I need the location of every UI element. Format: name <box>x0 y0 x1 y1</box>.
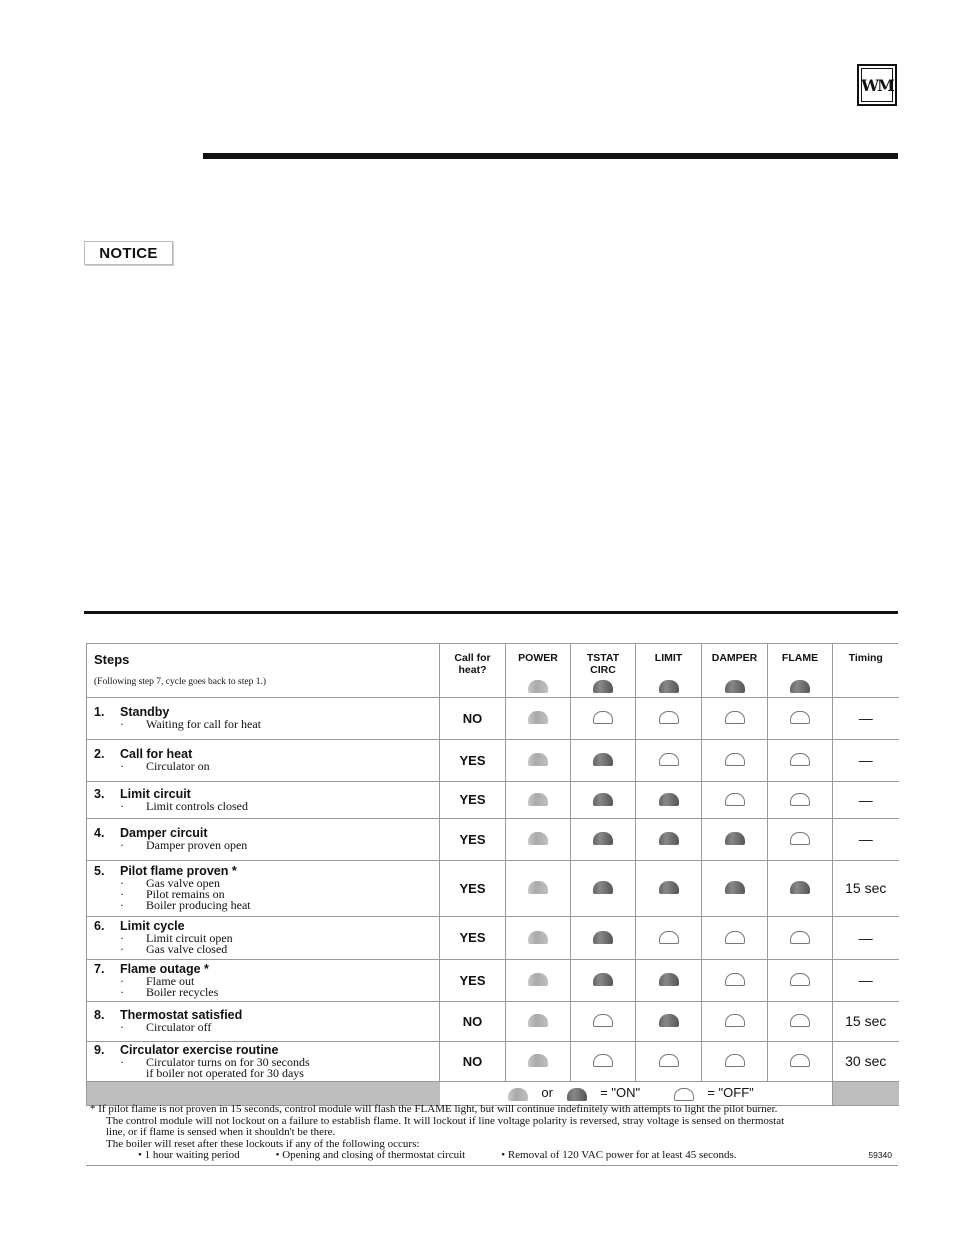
step-number: 9. <box>94 1042 105 1057</box>
power-on-indicator-icon <box>528 753 548 766</box>
damper-off-indicator-icon <box>725 931 745 944</box>
damper-indicator-icon <box>725 680 745 693</box>
step-number: 7. <box>94 961 105 976</box>
flame-cell <box>768 781 833 818</box>
step-detail-text: Circulator off <box>146 1020 212 1034</box>
flame-cell <box>768 959 833 1001</box>
legend-filler-left <box>87 1081 440 1105</box>
footnote-bullet-3: • Removal of 120 VAC power for at least 45 seconds. <box>501 1149 737 1161</box>
sequence-grid <box>86 644 899 1106</box>
timing-header <box>833 644 899 697</box>
step-detail-text: Gas valve closed <box>146 942 228 956</box>
legend-on-text: = "ON" <box>600 1085 641 1101</box>
step-row <box>87 697 899 739</box>
tstat-on-indicator-icon <box>593 793 613 806</box>
step-title-text: Thermostat satisfied <box>120 1008 243 1022</box>
top-rule <box>203 153 898 159</box>
flame-off-indicator-icon <box>790 973 810 986</box>
tstat-on-indicator-icon <box>593 973 613 986</box>
limit-cell <box>636 916 702 959</box>
step-row <box>87 739 899 781</box>
step-cell <box>87 1041 440 1081</box>
step-row <box>87 1001 899 1041</box>
step-detail: · Boiler producing heat <box>120 898 251 912</box>
step-title-text: Damper circuit <box>120 826 208 840</box>
timing-value: — <box>833 697 899 739</box>
flame-cell <box>768 739 833 781</box>
step-detail-text: Circulator on <box>146 759 210 773</box>
step-detail: · Circulator turns on for 30 seconds <box>120 1054 310 1069</box>
call-for-heat-value: YES <box>440 818 506 860</box>
call-header-label: Call for heat? <box>454 652 491 676</box>
flame-indicator-icon <box>790 680 810 693</box>
step-title-text: Pilot flame proven * <box>120 864 237 878</box>
power-indicator-icon <box>528 680 548 693</box>
damper-on-indicator-icon <box>725 881 745 894</box>
step-title-text: Circulator exercise routine <box>120 1042 279 1057</box>
step-cell <box>87 697 440 739</box>
tstat-off-indicator-icon <box>593 711 613 724</box>
step-number: 8. <box>94 1008 105 1022</box>
limit-on-indicator-icon <box>659 881 679 894</box>
step-detail: · Circulator off <box>120 1020 212 1034</box>
figure-code: 59340 <box>868 1150 892 1160</box>
limit-cell <box>636 739 702 781</box>
step-rows <box>87 697 899 1081</box>
limit-on-indicator-icon <box>659 973 679 986</box>
flame-cell <box>768 697 833 739</box>
step-row <box>87 781 899 818</box>
damper-off-indicator-icon <box>725 1054 745 1067</box>
footnote <box>90 1104 896 1162</box>
limit-header <box>636 644 702 697</box>
steps-title: Steps <box>94 652 130 667</box>
power-cell <box>506 959 571 1001</box>
legend-row <box>87 1081 899 1105</box>
footnote-line-1: * If pilot flame is not proven in 15 seconds, control module will flash the FLAME light, but will continue indefinitely with attempts to light the pilot burner. <box>90 1103 778 1115</box>
damper-off-indicator-icon <box>725 753 745 766</box>
step-title-text: Call for heat <box>120 747 193 761</box>
timing-value: 15 sec <box>833 860 899 916</box>
damper-off-indicator-icon <box>725 1014 745 1027</box>
tstat-header <box>571 644 636 697</box>
power-header <box>506 644 571 697</box>
tstat-header-label: TSTAT <box>586 652 620 664</box>
power-cell <box>506 697 571 739</box>
step-cell <box>87 959 440 1001</box>
step-number: 5. <box>94 864 105 878</box>
flame-header <box>768 644 833 697</box>
limit-cell <box>636 1041 702 1081</box>
notice-label: NOTICE <box>84 241 173 265</box>
step-detail: · Boiler recycles <box>120 984 219 999</box>
damper-cell <box>702 739 768 781</box>
limit-on-indicator-icon <box>659 1014 679 1027</box>
timing-value: — <box>833 916 899 959</box>
flame-off-indicator-icon <box>790 832 810 845</box>
power-on-indicator-icon <box>528 1014 548 1027</box>
power-cell <box>506 916 571 959</box>
power-cell <box>506 1001 571 1041</box>
power-on-indicator-icon <box>528 793 548 806</box>
limit-on-indicator-icon <box>659 793 679 806</box>
flame-off-indicator-icon <box>790 711 810 724</box>
step-number: 4. <box>94 826 105 840</box>
legend-filler-right <box>833 1081 899 1105</box>
call-header <box>440 644 506 697</box>
timing-value: — <box>833 781 899 818</box>
limit-off-indicator-icon <box>659 711 679 724</box>
timing-value: — <box>833 818 899 860</box>
step-row <box>87 860 899 916</box>
call-for-heat-value: YES <box>440 860 506 916</box>
limit-off-indicator-icon <box>659 931 679 944</box>
limit-cell <box>636 781 702 818</box>
damper-cell <box>702 1041 768 1081</box>
damper-cell <box>702 916 768 959</box>
timing-value: 30 sec <box>833 1041 899 1081</box>
damper-off-indicator-icon <box>725 711 745 724</box>
step-row <box>87 1041 899 1081</box>
limit-indicator-icon <box>659 680 679 693</box>
flame-cell <box>768 1001 833 1041</box>
flame-on-indicator-icon <box>790 881 810 894</box>
legend-on-bulb-icon <box>567 1088 587 1101</box>
limit-off-indicator-icon <box>659 753 679 766</box>
power-on-indicator-icon <box>528 832 548 845</box>
power-on-indicator-icon <box>528 711 548 724</box>
damper-on-indicator-icon <box>725 832 745 845</box>
step-detail-text: Limit controls closed <box>146 798 248 813</box>
step-row <box>87 916 899 959</box>
step-detail-text: Waiting for call for heat <box>146 717 261 731</box>
tstat-cell <box>571 1001 636 1041</box>
power-cell <box>506 781 571 818</box>
weil-mclain-logo <box>857 64 897 106</box>
step-detail-text: Boiler recycles <box>146 984 219 999</box>
damper-header <box>702 644 768 697</box>
call-for-heat-value: NO <box>440 1001 506 1041</box>
tstat-cell <box>571 959 636 1001</box>
tstat-indicator-icon <box>593 680 613 693</box>
call-for-heat-value: NO <box>440 1041 506 1081</box>
tstat-on-indicator-icon <box>593 931 613 944</box>
legend-dim-bulb-icon <box>508 1088 528 1101</box>
footnote-line-2: The control module will not lockout on a failure to establish flame. It will lockout if line voltage polarity is reversed, stray voltage is sensed on thermostat <box>106 1114 785 1127</box>
call-for-heat-value: YES <box>440 739 506 781</box>
power-on-indicator-icon <box>528 973 548 986</box>
step-title-text: Limit cycle <box>120 919 185 933</box>
step-detail-text: Pilot remains on <box>146 887 225 901</box>
step-detail: · Waiting for call for heat <box>120 717 261 731</box>
step-row <box>87 818 899 860</box>
footnote-bullet-1: • 1 hour waiting period <box>138 1149 240 1161</box>
header-row <box>87 644 899 697</box>
legend <box>440 1081 833 1105</box>
flame-off-indicator-icon <box>790 1054 810 1067</box>
tstat-cell <box>571 697 636 739</box>
step-detail-text: Gas valve open <box>146 876 220 890</box>
tstat-cell <box>571 818 636 860</box>
step-cell <box>87 1001 440 1041</box>
step-title-text: Limit circuit <box>120 786 191 801</box>
limit-cell <box>636 1001 702 1041</box>
flame-cell <box>768 860 833 916</box>
step-number: 1. <box>94 705 105 719</box>
step-detail: · Circulator on <box>120 759 210 773</box>
power-on-indicator-icon <box>528 1054 548 1067</box>
call-for-heat-value: NO <box>440 697 506 739</box>
step-detail-text: Circulator turns on for 30 seconds <box>146 1054 310 1069</box>
step-cell <box>87 781 440 818</box>
steps-header <box>87 644 440 697</box>
step-detail: · Gas valve open <box>120 876 220 890</box>
step-title-text: Standby <box>120 705 170 719</box>
tstat-off-indicator-icon <box>593 1054 613 1067</box>
flame-cell <box>768 916 833 959</box>
tstat-cell <box>571 860 636 916</box>
legend-off-bulb-icon <box>674 1088 694 1101</box>
timing-value: 15 sec <box>833 1001 899 1041</box>
tstat-cell <box>571 739 636 781</box>
step-detail: · Damper proven open <box>120 838 248 852</box>
step-detail: · Pilot remains on <box>120 887 225 901</box>
table-bottom-rule <box>86 1165 898 1166</box>
step-cell <box>87 739 440 781</box>
flame-off-indicator-icon <box>790 793 810 806</box>
limit-cell <box>636 860 702 916</box>
flame-cell <box>768 818 833 860</box>
damper-header-label: DAMPER <box>711 652 758 664</box>
power-header-label: POWER <box>518 652 558 664</box>
legend-off-text: = "OFF" <box>707 1085 754 1101</box>
step-detail-cont: if boiler not operated for 30 days <box>146 1065 304 1080</box>
step-cell <box>87 818 440 860</box>
damper-cell <box>702 860 768 916</box>
tstat-on-indicator-icon <box>593 881 613 894</box>
tstat-cell <box>571 781 636 818</box>
step-detail-text: Limit circuit open <box>146 931 233 945</box>
step-number: 3. <box>94 786 105 801</box>
step-detail-text: Damper proven open <box>146 838 248 852</box>
steps-subtitle: (Following step 7, cycle goes back to step 1.) <box>94 677 267 687</box>
limit-off-indicator-icon <box>659 1054 679 1067</box>
step-detail: · Limit controls closed <box>120 798 248 813</box>
step-detail-text: Flame out <box>146 973 195 988</box>
footnote-bullets <box>90 1150 896 1162</box>
footnote-line-3: line, or if flame is sensed when it shouldn't be there. <box>106 1126 336 1138</box>
step-cell <box>87 860 440 916</box>
limit-cell <box>636 697 702 739</box>
step-number: 2. <box>94 747 105 761</box>
damper-off-indicator-icon <box>725 793 745 806</box>
circ-header-label: CIRC <box>590 664 616 676</box>
step-detail-text: Boiler producing heat <box>146 898 251 912</box>
footnote-line-4: The boiler will reset after these lockouts if any of the following occurs: <box>106 1137 420 1150</box>
step-number: 6. <box>94 919 105 933</box>
logo-mark: WM <box>861 68 893 102</box>
tstat-cell <box>571 916 636 959</box>
legend-or: or <box>541 1085 553 1101</box>
tstat-off-indicator-icon <box>593 1014 613 1027</box>
power-on-indicator-icon <box>528 881 548 894</box>
footnote-bullet-2: • Opening and closing of thermostat circuit <box>275 1149 466 1161</box>
power-cell <box>506 1041 571 1081</box>
damper-cell <box>702 1001 768 1041</box>
limit-on-indicator-icon <box>659 832 679 845</box>
step-row <box>87 959 899 1001</box>
step-cell <box>87 916 440 959</box>
timing-value: — <box>833 739 899 781</box>
damper-cell <box>702 818 768 860</box>
damper-cell <box>702 697 768 739</box>
limit-cell <box>636 818 702 860</box>
tstat-on-indicator-icon <box>593 753 613 766</box>
flame-cell <box>768 1041 833 1081</box>
damper-off-indicator-icon <box>725 973 745 986</box>
tstat-on-indicator-icon <box>593 832 613 845</box>
timing-header-label: Timing <box>848 652 883 664</box>
step-title-text: Flame outage * <box>120 961 209 976</box>
sequence-table <box>86 643 898 1166</box>
limit-header-label: LIMIT <box>654 652 683 664</box>
power-cell <box>506 739 571 781</box>
power-cell <box>506 818 571 860</box>
damper-cell <box>702 781 768 818</box>
flame-off-indicator-icon <box>790 931 810 944</box>
power-on-indicator-icon <box>528 931 548 944</box>
step-detail: · Flame out <box>120 973 195 988</box>
flame-off-indicator-icon <box>790 753 810 766</box>
flame-header-label: FLAME <box>781 652 819 664</box>
step-detail: · Gas valve closed <box>120 942 228 956</box>
timing-value: — <box>833 959 899 1001</box>
step-detail: · Limit circuit open <box>120 931 233 945</box>
call-for-heat-value: YES <box>440 781 506 818</box>
power-cell <box>506 860 571 916</box>
section-rule <box>84 611 898 614</box>
call-for-heat-value: YES <box>440 959 506 1001</box>
call-for-heat-value: YES <box>440 916 506 959</box>
limit-cell <box>636 959 702 1001</box>
tstat-cell <box>571 1041 636 1081</box>
flame-off-indicator-icon <box>790 1014 810 1027</box>
damper-cell <box>702 959 768 1001</box>
